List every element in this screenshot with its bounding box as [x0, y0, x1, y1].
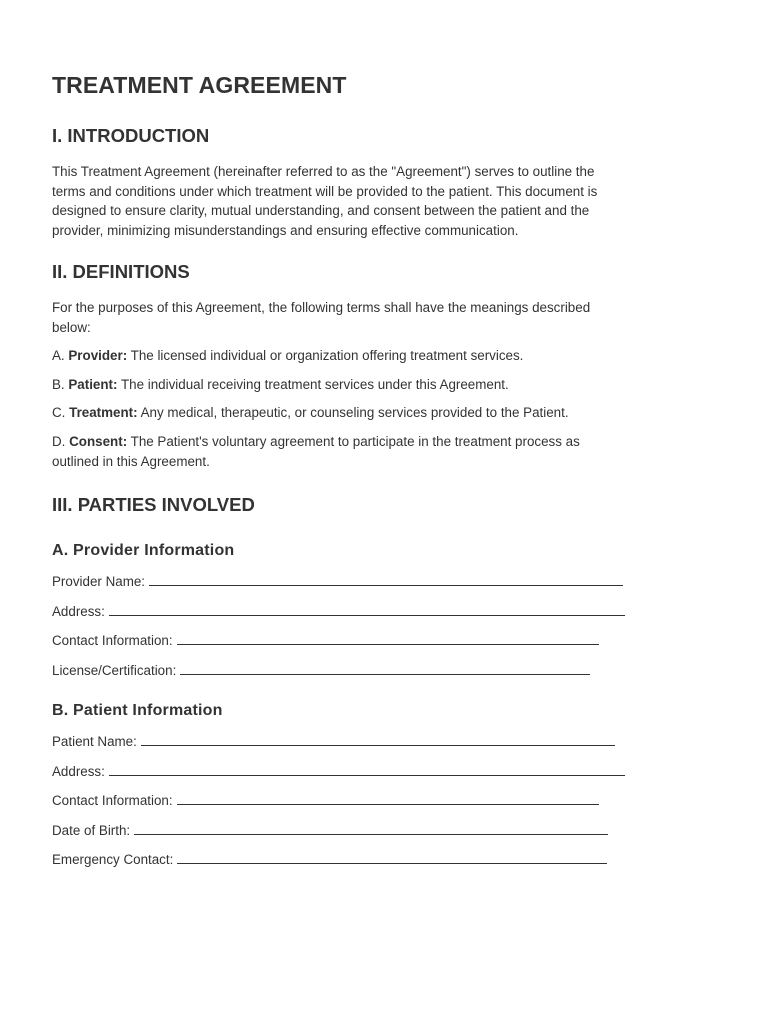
introduction-section: [52, 125, 700, 240]
introduction-paragraph: [52, 162, 700, 240]
blank-line[interactable]: [141, 732, 615, 746]
blank-line[interactable]: [109, 602, 625, 616]
definition-term: Patient:: [68, 376, 118, 392]
blank-line[interactable]: [134, 821, 608, 835]
patient-name-field[interactable]: [52, 732, 700, 752]
patient-emergency-contact-field[interactable]: [52, 850, 700, 870]
field-label: Emergency Contact:: [52, 852, 174, 868]
definition-term: Treatment:: [69, 405, 138, 421]
provider-license-field[interactable]: [52, 661, 700, 681]
paragraph-line: provider, minimizing misunderstandings and ensuring effective communication.: [52, 222, 519, 238]
definition-provider: [52, 346, 700, 366]
field-label: Address:: [52, 763, 105, 779]
definition-prefix: B.: [52, 376, 69, 392]
blank-line[interactable]: [177, 791, 599, 805]
paragraph-line: For the purposes of this Agreement, the following terms shall have the meanings described: [52, 300, 591, 315]
patient-dob-field[interactable]: [52, 821, 700, 841]
definition-prefix: C.: [52, 405, 70, 421]
provider-contact-field[interactable]: [52, 631, 700, 651]
definition-text: The individual receiving treatment services under this Agreement.: [117, 376, 509, 392]
blank-line[interactable]: [177, 631, 599, 645]
patient-information-heading: B. Patient Information: [52, 702, 223, 719]
parties-section: [52, 494, 700, 516]
definition-consent: [52, 432, 700, 471]
blank-line[interactable]: [109, 762, 625, 776]
provider-information: [52, 542, 700, 680]
definition-prefix: D.: [52, 433, 70, 449]
paragraph-line: terms and conditions under which treatment will be provided to the patient. This document is: [52, 183, 598, 199]
paragraph-line: designed to ensure clarity, mutual understanding, and consent between the patient and the: [52, 203, 590, 219]
definition-prefix: A.: [52, 348, 69, 364]
provider-address-field[interactable]: [52, 602, 700, 622]
document-title: TREATMENT AGREEMENT: [52, 72, 347, 98]
field-label: Provider Name:: [52, 574, 146, 589]
blank-line[interactable]: [177, 850, 607, 864]
blank-line[interactable]: [180, 661, 590, 675]
definitions-lead: [52, 298, 700, 337]
definition-text: The Patient's voluntary agreement to participate in the treatment process as: [127, 433, 580, 449]
field-label: Contact Information:: [52, 793, 173, 809]
definitions-section: [52, 261, 700, 471]
definition-treatment: [52, 403, 700, 423]
blank-line[interactable]: [149, 572, 623, 586]
definition-text: The licensed individual or organization offering treatment services.: [127, 348, 524, 364]
parties-heading: III. PARTIES INVOLVED: [52, 494, 255, 515]
field-label: Contact Information:: [52, 633, 173, 649]
field-label: Date of Birth:: [52, 822, 131, 838]
introduction-heading: I. INTRODUCTION: [52, 125, 210, 146]
definition-term: Consent:: [69, 433, 128, 449]
field-label: License/Certification:: [52, 662, 177, 678]
paragraph-line: below:: [52, 319, 91, 335]
definition-patient: [52, 375, 700, 395]
patient-contact-field[interactable]: [52, 791, 700, 811]
definition-term: Provider:: [68, 348, 128, 364]
field-label: Address:: [52, 603, 105, 619]
provider-information-heading: A. Provider Information: [52, 542, 235, 559]
definitions-heading: II. DEFINITIONS: [52, 261, 190, 282]
provider-name-field[interactable]: [52, 572, 700, 592]
patient-information: [52, 702, 700, 870]
paragraph-line: This Treatment Agreement (hereinafter referred to as the "Agreement") serves to outline the: [52, 164, 595, 179]
field-label: Patient Name:: [52, 734, 137, 749]
definition-text: Any medical, therapeutic, or counseling services provided to the Patient.: [137, 405, 569, 421]
patient-address-field[interactable]: [52, 762, 700, 782]
definition-text: outlined in this Agreement.: [52, 453, 210, 469]
